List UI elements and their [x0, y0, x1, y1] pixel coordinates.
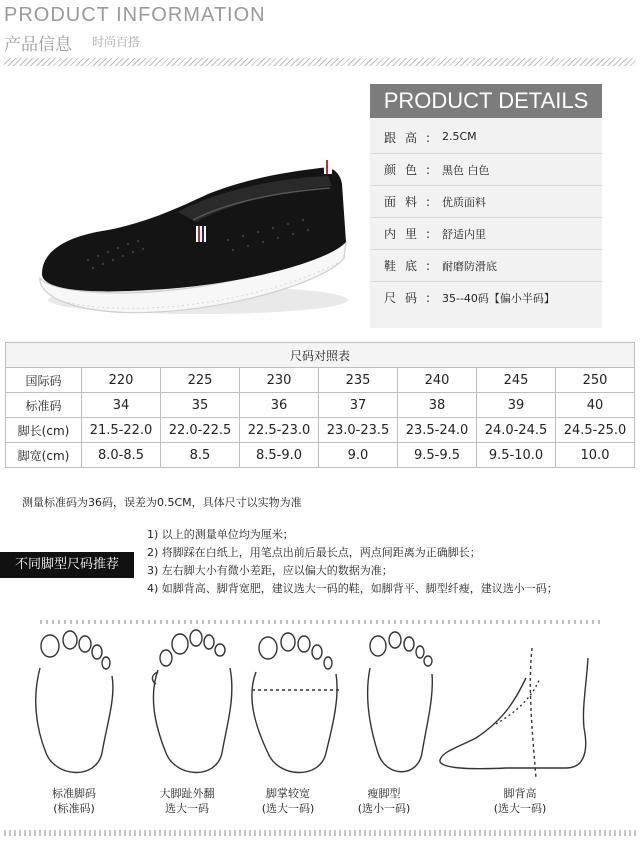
detail-row: [370, 122, 602, 154]
product-details-panel: [370, 84, 602, 328]
foot-high-instep-icon: [440, 648, 588, 778]
foot-advice: (标准码): [53, 802, 95, 815]
row-header: 脚宽(cm): [6, 443, 82, 468]
detail-value: 舒适内里: [442, 228, 486, 241]
table-cell: 38: [398, 393, 477, 418]
table-row: [6, 418, 635, 443]
table-cell: 39: [477, 393, 556, 418]
table-cell: 9.0: [319, 443, 398, 468]
detail-value: 黑色 白色: [442, 164, 490, 177]
foot-caption: [480, 786, 560, 816]
foot-caption: [344, 786, 424, 816]
foot-caption: [248, 786, 328, 816]
table-cell: 22.0-22.5: [161, 418, 240, 443]
foot-bunion-icon: [152, 630, 231, 773]
size-table-title: 尺码对照表: [6, 343, 635, 368]
table-cell: 230: [240, 368, 319, 393]
detail-value: 优质面料: [442, 196, 486, 209]
foot-name: 标准脚码: [52, 787, 96, 800]
table-cell: 21.5-22.0: [82, 418, 161, 443]
detail-value: 35--40码【偏小半码】: [442, 292, 555, 305]
table-title-row: [6, 343, 635, 368]
table-cell: 245: [477, 368, 556, 393]
foot-advice: (选大一码): [493, 802, 547, 815]
row-header: 标准码: [6, 393, 82, 418]
table-row: [6, 443, 635, 468]
header-subtitle: 时尚百搭: [92, 35, 141, 49]
tip-item: 1) 以上的测量单位均为厘米；: [147, 528, 294, 541]
table-cell: 250: [556, 368, 635, 393]
foot-caption: [142, 786, 232, 816]
foot-advice: 选大一码: [165, 802, 209, 815]
detail-label: 面料:: [384, 195, 440, 209]
foot-name: 大脚趾外翻: [159, 787, 215, 800]
detail-row: [370, 218, 602, 250]
table-cell: 34: [82, 393, 161, 418]
tip-item: 2) 将脚踩在白纸上，用笔点出前后最长点，两点间距离为正确脚长；: [147, 546, 481, 559]
detail-label: 鞋底:: [384, 259, 440, 273]
size-chart-table: [5, 342, 635, 468]
detail-row: [370, 250, 602, 282]
foot-standard-icon: [36, 631, 113, 773]
detail-label: 跟高:: [384, 131, 440, 145]
shoe-image: [28, 150, 356, 330]
foot-name: 脚掌较宽: [266, 787, 310, 800]
table-cell: 22.5-23.0: [240, 418, 319, 443]
foot-illustrations: [26, 628, 616, 788]
footer-ruler: [4, 830, 636, 836]
row-header: 脚长(cm): [6, 418, 82, 443]
recommend-badge: 不同脚型尺码推荐: [0, 552, 134, 578]
table-cell: 220: [82, 368, 161, 393]
table-cell: 9.5-10.0: [477, 443, 556, 468]
detail-row: [370, 154, 602, 186]
detail-row: [370, 282, 602, 313]
table-cell: 23.5-24.0: [398, 418, 477, 443]
table-cell: 40: [556, 393, 635, 418]
table-cell: 9.5-9.5: [398, 443, 477, 468]
foot-name: 瘦脚型: [367, 787, 401, 800]
product-details-title: PRODUCT DETAILS: [370, 84, 602, 118]
table-cell: 24.0-24.5: [477, 418, 556, 443]
table-cell: 35: [161, 393, 240, 418]
tip-item: 3) 左右脚大小有微小差距，应以偏大的数据为准；: [147, 564, 393, 577]
table-cell: 24.5-25.0: [556, 418, 635, 443]
tip-item: 4) 如脚背高、脚背宽肥，建议选大一码的鞋，如脚背平、脚型纤瘦，建议选小一码；: [147, 582, 558, 595]
table-cell: 36: [240, 393, 319, 418]
table-cell: 8.5: [161, 443, 240, 468]
table-row: [6, 393, 635, 418]
detail-value: 2.5CM: [442, 130, 477, 143]
header-title-en: PRODUCT INFORMATION: [4, 4, 266, 26]
detail-value: 耐磨防滑底: [442, 260, 497, 273]
detail-row: [370, 186, 602, 218]
table-cell: 10.0: [556, 443, 635, 468]
detail-label: 颜色:: [384, 163, 440, 177]
header-divider: [4, 58, 636, 66]
table-row: [6, 368, 635, 393]
foot-advice: (选大一码): [261, 802, 315, 815]
table-cell: 225: [161, 368, 240, 393]
foot-slim-icon: [368, 632, 433, 772]
foot-caption: [34, 786, 114, 816]
table-cell: 37: [319, 393, 398, 418]
table-cell: 240: [398, 368, 477, 393]
table-cell: 23.0-23.5: [319, 418, 398, 443]
detail-label: 尺码:: [384, 291, 440, 305]
measurement-note: 测量标准码为36码，误差为0.5CM，具体尺寸以实物为准: [22, 496, 302, 509]
table-cell: 235: [319, 368, 398, 393]
foot-name: 脚背高: [503, 787, 537, 800]
foot-advice: (选小一码): [357, 802, 411, 815]
ruler-top: [40, 620, 600, 624]
header-title-cn: 产品信息: [4, 35, 72, 55]
detail-label: 内里:: [384, 227, 440, 241]
table-cell: 8.5-9.0: [240, 443, 319, 468]
foot-wide-icon: [252, 633, 342, 773]
table-cell: 8.0-8.5: [82, 443, 161, 468]
row-header: 国际码: [6, 368, 82, 393]
